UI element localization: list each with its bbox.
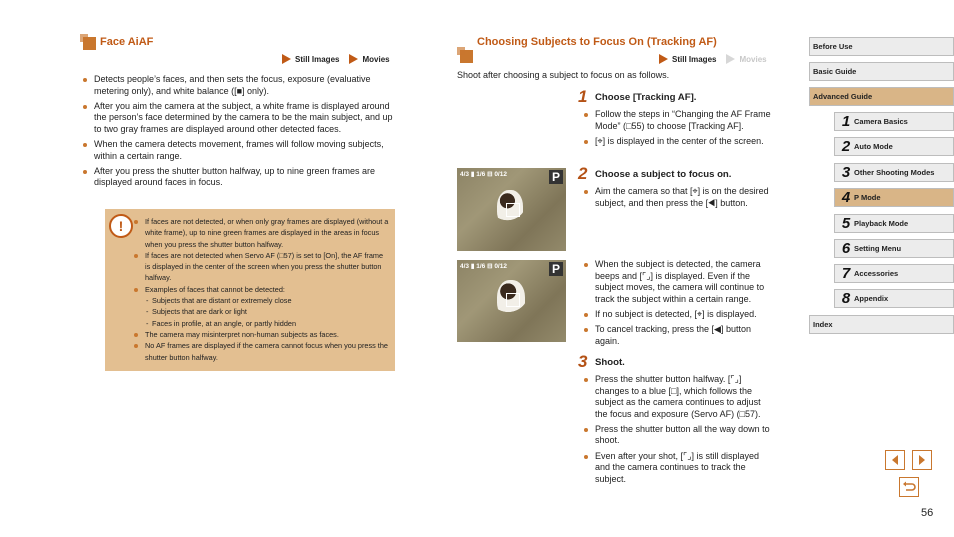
list-item: [⌖] is displayed in the center of the screen.: [582, 136, 774, 148]
chapter-number: 4: [841, 189, 851, 206]
camera-screen-image: [457, 168, 566, 251]
list-item: After you press the shutter button halfway, up to nine green frames are displayed around faces in focus.: [81, 166, 396, 189]
section-icon: [460, 50, 473, 63]
step-2-bullets-detected: [582, 259, 774, 351]
list-item: No AF frames are displayed if the camera cannot focus when you press the shutter button halfway.: [132, 340, 390, 363]
list-item: Detects people’s faces, and then sets the focus, exposure (evaluative metering only), and white balance ([■] only).: [81, 74, 396, 97]
list-item: After you aim the camera at the subject, a white frame is displayed around the person’s face determined by the camera to be the main subject, and up to two gray frames are displayed around other detected faces.: [81, 101, 396, 136]
list-item: Follow the steps in “Changing the AF Frame Mode” (□55) to choose [Tracking AF].: [582, 109, 774, 132]
mode-tags: [659, 54, 767, 64]
nav-index[interactable]: [809, 315, 954, 334]
step-title: Choose a subject to focus on.: [595, 169, 732, 180]
list-item: If faces are not detected when Servo AF (□57) is set to [On], the AF frame is displayed in the center of the screen when you press the shutter button halfway.: [132, 250, 390, 284]
nav-label: Playback Mode: [854, 219, 909, 228]
list-item: To cancel tracking, press the [◀] button again.: [582, 324, 774, 347]
arrow-left-icon: [890, 454, 900, 466]
nav-label: P Mode: [854, 193, 881, 202]
arrow-right-icon: [917, 454, 927, 466]
nav-basic-guide[interactable]: [809, 62, 954, 81]
chapter-number: 7: [841, 265, 851, 282]
nav-chapter-4[interactable]: [834, 188, 954, 207]
list-item: Aim the camera so that [⌖] is on the desired subject, and then press the [◀] button.: [582, 186, 774, 209]
nav-chapter-5[interactable]: [834, 214, 954, 233]
triangle-icon: [349, 54, 358, 64]
list-item: When the subject is detected, the camera beeps and [⌜⌟] is displayed. Even if the subject moves, the camera will continue to track the subject within a certain range.: [582, 259, 774, 305]
tracking-frame: [506, 203, 520, 217]
list-item: Examples of faces that cannot be detected:: [132, 284, 390, 295]
camera-screen-image: [457, 260, 566, 342]
section-icon: [83, 37, 96, 50]
return-button[interactable]: [899, 477, 919, 497]
step-number: 1: [578, 87, 588, 106]
list-item: When the camera detects movement, frames will follow moving subjects, within a certain range.: [81, 139, 396, 162]
triangle-icon: [282, 54, 291, 64]
p-mode-icon: P: [549, 262, 563, 276]
prev-page-button[interactable]: [885, 450, 905, 470]
mode-tags: [282, 54, 390, 64]
nav-label: Setting Menu: [854, 244, 902, 253]
nav-advanced-guide[interactable]: [809, 87, 954, 106]
face-aiaf-bullets: [81, 74, 396, 192]
triangle-icon: [726, 54, 735, 64]
list-item: If no subject is detected, [⌖] is displayed.: [582, 309, 774, 321]
chapter-number: 6: [841, 240, 851, 257]
sub-item: - Subjects that are distant or extremely close: [132, 295, 390, 306]
step-number: 2: [578, 164, 588, 183]
next-page-button[interactable]: [912, 450, 932, 470]
nav-chapter-1[interactable]: [834, 112, 954, 131]
tag-movies: Movies: [739, 54, 767, 64]
section-title-face-aiaf: Face AiAF: [100, 36, 154, 48]
nav-chapter-8[interactable]: [834, 289, 954, 308]
chapter-number: 5: [841, 215, 851, 232]
nav-chapter-6[interactable]: [834, 239, 954, 258]
nav-label: Before Use: [813, 42, 853, 51]
list-item: The camera may misinterpret non-human subjects as faces.: [132, 329, 390, 340]
step-title: Choose [Tracking AF].: [595, 92, 697, 103]
p-mode-icon: P: [549, 170, 563, 184]
nav-chapter-3[interactable]: [834, 163, 954, 182]
nav-label: Other Shooting Modes: [854, 168, 935, 177]
intro-text: Shoot after choosing a subject to focus on as follows.: [457, 70, 670, 80]
nav-chapter-7[interactable]: [834, 264, 954, 283]
list-item: Press the shutter button all the way down to shoot.: [582, 424, 774, 447]
list-item: Even after your shot, [⌜⌟] is still displayed and the camera continues to track the subject.: [582, 451, 774, 486]
nav-label: Advanced Guide: [813, 92, 873, 101]
page-number: 56: [921, 507, 934, 519]
step-number: 3: [578, 352, 588, 371]
tracking-frame: [506, 293, 520, 307]
sub-item: - Faces in profile, at an angle, or partly hidden: [132, 318, 390, 329]
step-3-bullets: [582, 374, 774, 489]
nav-chapter-2[interactable]: [834, 137, 954, 156]
section-title-tracking-af: Choosing Subjects to Focus On (Tracking AF): [477, 36, 717, 48]
return-icon: [902, 481, 916, 493]
chapter-number: 1: [841, 113, 851, 130]
chapter-number: 2: [841, 138, 851, 155]
caution-box: [105, 209, 395, 371]
nav-label: Appendix: [854, 294, 889, 303]
nav-label: Camera Basics: [854, 117, 908, 126]
list-item: If faces are not detected, or when only gray frames are displayed (without a white frame), up to nine green frames are displayed in the areas in focus when you press the shutter button halfway.: [132, 216, 390, 250]
sub-item: - Subjects that are dark or light: [132, 306, 390, 317]
tag-still-images: Still Images: [295, 54, 340, 64]
caution-list: [132, 216, 390, 363]
list-item: Press the shutter button halfway. [⌜⌟] changes to a blue [□], which follows the subject as the camera continues to adjust the focus and exposure (Servo AF) (□57).: [582, 374, 774, 420]
nav-label: Basic Guide: [813, 67, 857, 76]
step-1-bullets: [582, 109, 774, 151]
caution-icon: !: [109, 214, 133, 238]
tag-movies: Movies: [362, 54, 390, 64]
nav-label: Accessories: [854, 269, 899, 278]
step-title: Shoot.: [595, 357, 625, 368]
camera-hud: 4/3 ▮ 1/6 ⊟ 0/12: [460, 263, 507, 270]
nav-before-use[interactable]: [809, 37, 954, 56]
tag-still-images: Still Images: [672, 54, 717, 64]
triangle-icon: [659, 54, 668, 64]
nav-label: Index: [813, 320, 833, 329]
chapter-number: 3: [841, 164, 851, 181]
camera-hud: 4/3 ▮ 1/6 ⊟ 0/12: [460, 171, 507, 178]
nav-label: Auto Mode: [854, 142, 893, 151]
chapter-number: 8: [841, 290, 851, 307]
step-2-bullets: [582, 186, 774, 213]
